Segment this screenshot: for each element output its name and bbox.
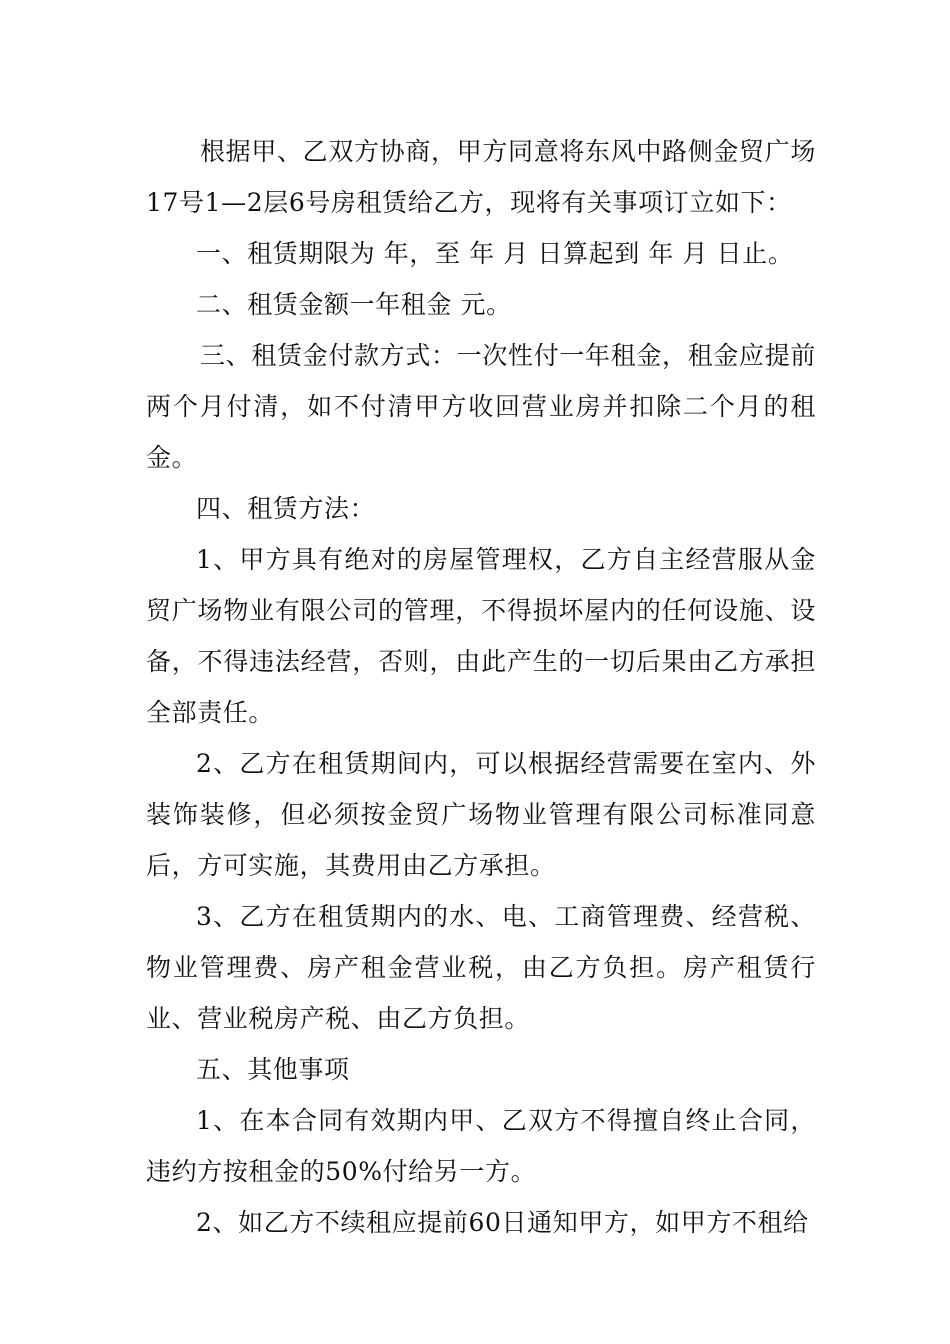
paragraph-lease-method-heading: 四、租赁方法： <box>196 494 376 523</box>
paragraph-intro: 根据甲、乙双方协商，甲方同意将东风中路侧金贸广场17号1—2层6号房租赁给乙方，现将有关事项订立如下： <box>146 137 816 217</box>
document-body <box>146 126 816 1248</box>
paragraph-lease-method-3: 3、乙方在租赁期内的水、电、工商管理费、经营税、物业管理费、房产租金营业税，由乙方负担。房产租赁行业、营业税房产税、由乙方负担。 <box>146 902 816 1033</box>
paragraph-payment-method: 三、租赁金付款方式：一次性付一年租金，租金应提前两个月付清，如不付清甲方收回营业房并扣除二个月的租金。 <box>146 341 816 472</box>
paragraph-other-matters-heading: 五、其他事项 <box>196 1055 350 1084</box>
paragraph-lease-amount: 二、租赁金额一年租金 元。 <box>196 290 512 319</box>
paragraph-lease-method-1: 1、甲方具有绝对的房屋管理权，乙方自主经营服从金贸广场物业有限公司的管理，不得损坏屋内的任何设施、设备，不得违法经营，否则，由此产生的一切后果由乙方承担全部责任。 <box>146 545 816 727</box>
paragraph-lease-method-2: 2、乙方在租赁期间内，可以根据经营需要在室内、外装饰装修，但必须按金贸广场物业管理有限公司标准同意后，方可实施，其费用由乙方承担。 <box>146 749 816 880</box>
paragraph-other-matters-2: 2、如乙方不续租应提前60日通知甲方，如甲方不租给 <box>196 1208 809 1237</box>
paragraph-other-matters-1: 1、在本合同有效期内甲、乙双方不得擅自终止合同，违约方按租金的50%付给另一方。 <box>146 1106 816 1186</box>
paragraph-lease-term: 一、租赁期限为 年，至 年 月 日算起到 年 月 日止。 <box>196 239 794 268</box>
